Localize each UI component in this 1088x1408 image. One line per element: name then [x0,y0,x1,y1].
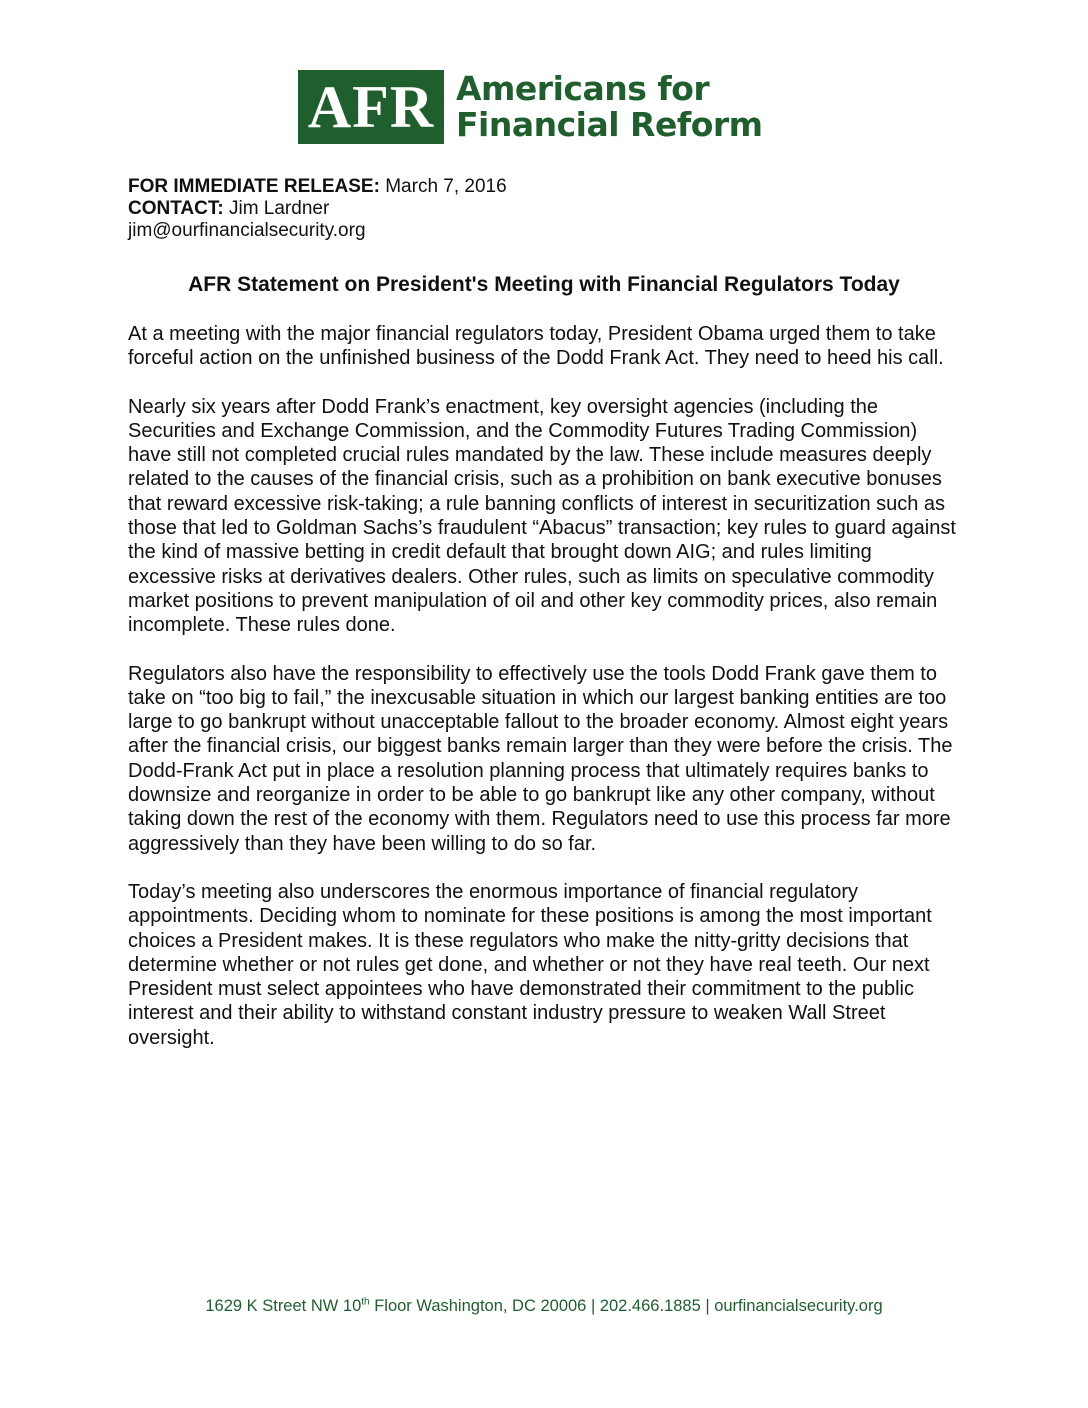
contact-line [128,198,507,220]
logo-line-2: Financial Reform [456,105,763,144]
body-paragraph-4: Today’s meeting also underscores the enormous importance of financial regulatory appointments. Deciding whom to nominate for these positions is among the most important choices a President makes. It is these regulators who make the nitty-gritty decisions that determine whether or not rules get done, and whether or not they have real teeth. Our next President must select appointees who have demonstrated their commitment to the public interest and their ability to withstand constant industry pressure to weaken Wall Street oversight. [128,880,932,1049]
afr-logo [298,70,763,144]
release-info [128,176,507,242]
statement-headline: AFR Statement on President's Meeting with Financial Regulators Today [188,273,900,296]
release-date: March 7, 2016 [385,176,507,197]
footer-address [0,1296,1088,1316]
footer-ordinal: th [361,1296,370,1308]
contact-email: jim@ourfinancialsecurity.org [128,220,366,241]
statement-body [128,322,958,1074]
logo-wordmark [456,71,763,143]
release-label: FOR IMMEDIATE RELEASE: [128,176,380,197]
body-paragraph-2: Nearly six years after Dodd Frank’s enactment, key oversight agencies (including the Securities and Exchange Commission, and the Commodity Futures Trading Commission) have still not completed crucial rules mandated by the law. These include measures deeply related to the causes of the financial crisis, such as a prohibition on bank executive bonuses that reward excessive risk-taking; a rule banning conflicts of interest in securitization such as those that led to Goldman Sachs’s fraudulent “Abacus” transaction; key rules to guard against the kind of massive betting in credit default that brought down AIG; and rules limiting excessive risks at derivatives dealers. Other rules, such as limits on speculative commodity market positions to prevent manipulation of oil and other key commodity prices, also remain incomplete. These rules done. [128,395,956,637]
contact-label: CONTACT: [128,198,224,219]
body-paragraph-3: Regulators also have the responsibility to effectively use the tools Dodd Frank gave them to take on “too big to fail,” the inexcusable situation in which our largest banking entities are too large to go bankrupt without unacceptable fallout to the broader economy. Almost eight years after the financial crisis, our biggest banks remain larger than they were before the crisis. The Dodd-Frank Act put in place a resolution planning process that ultimately requires banks to downsize and reorganize in order to be able to go bankrupt like any other company, without taking down the rest of the economy with them. Regulators need to use this process far more aggressively than they have been willing to do so far. [128,662,953,855]
body-paragraph-1: At a meeting with the major financial regulators today, President Obama urged them to take forceful action on the unfinished business of the Dodd Frank Act. They need to heed his call. [128,323,944,370]
logo-mark: AFR [298,70,444,144]
footer-address-end: Floor Washington, DC 20006 | 202.466.1885 | ourfinancialsecurity.org [369,1297,883,1315]
footer-address-start: 1629 K Street NW 10 [205,1297,362,1315]
release-line [128,176,507,198]
logo-line-1: Americans for [456,69,710,108]
contact-name: Jim Lardner [228,198,330,219]
